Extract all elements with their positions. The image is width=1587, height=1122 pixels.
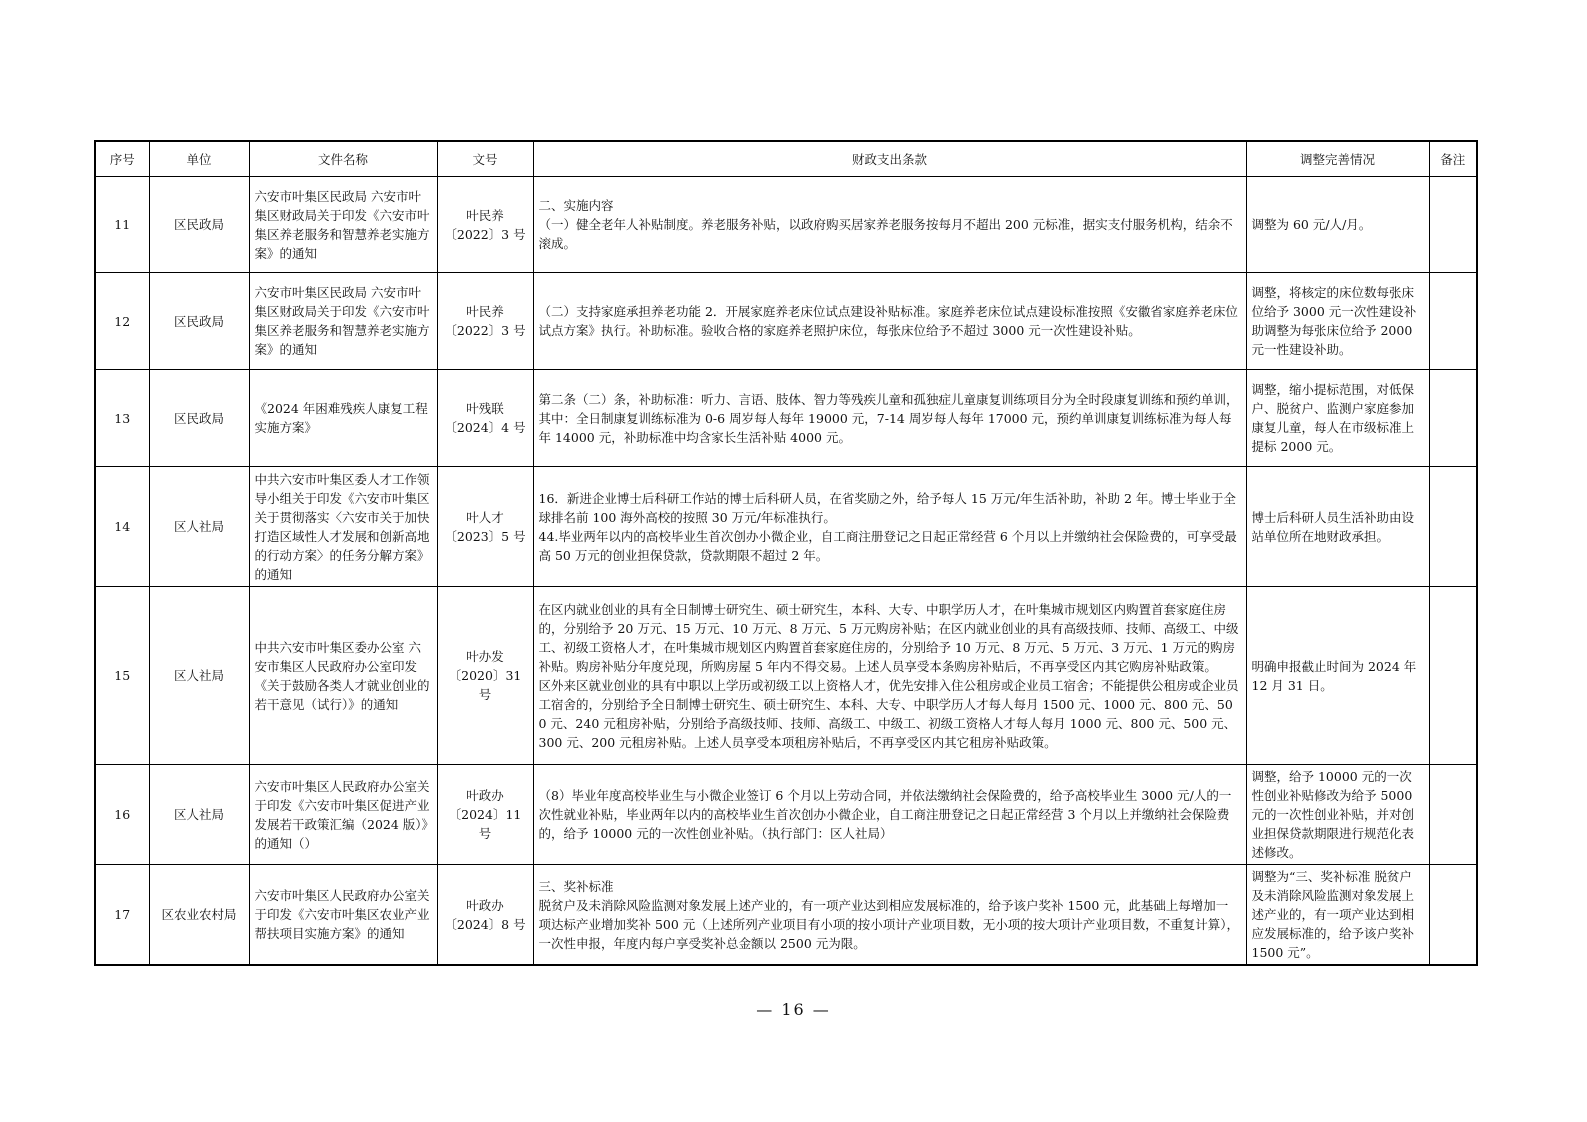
row-adjustment: 调整，缩小提标范围，对低保户、脱贫户、监测户家庭参加康复儿童，每人在市级标准上提标 2000 元。: [1246, 370, 1429, 467]
row-unit: 区人社局: [149, 765, 249, 865]
header-seq: 序号: [95, 141, 149, 177]
row-clause: [533, 865, 1246, 966]
table-header-row: [95, 141, 1477, 177]
header-remark: 备注: [1429, 141, 1477, 177]
row-unit: 区民政局: [149, 177, 249, 273]
clause-paragraph: （二）支持家庭承担养老功能 2．开展家庭养老床位试点建设补贴标准。家庭养老床位试点建设标准按照《安徽省家庭养老床位试点方案》执行。补助标准。验收合格的家庭养老照护床位，每张床位给予不超过 3000 元一次性建设补贴。: [538, 304, 1238, 338]
table-row: [95, 467, 1477, 587]
row-doc-name: 六安市叶集区民政局 六安市叶集区财政局关于印发《六安市叶集区养老服务和智慧养老实施方案》的通知: [249, 273, 437, 370]
clause-paragraph: 脱贫户及未消除风险监测对象发展上述产业的，有一项产业达到相应发展标准的，给予该户奖补 1500 元，此基础上每增加一项达标产业增加奖补 500 元（上述所列产业项目有小项的按小项计产业项目数，无小项的按大项计产业项目数，不重复计算），一次性申报，年度内每户享受奖补总金额以 2500 元为限。: [538, 897, 1240, 951]
row-clause: [533, 273, 1246, 370]
doc-no-line: 叶政办: [466, 897, 504, 913]
row-doc-no: [437, 467, 533, 587]
table-row: [95, 865, 1477, 966]
row-clause: [533, 467, 1246, 587]
row-adjustment: 调整为 60 元/人/月。: [1246, 177, 1429, 273]
clause-paragraph: 区外来区就业创业的具有中职以上学历或初级工以上资格人才，优先安排入住公租房或企业员工宿舍；不能提供公租房或企业员工宿舍的，分别给予全日制博士研究生、硕士研究生、本科、大专、中职学历人才每人每月 1500 元、1000 元、800 元、500 元、240 元租房补贴，分别给予高级技师、技师、高级工、中级工、初级工资格人才每人每月 1000 元、800 元、500 元、300 元、200 元租房补贴。上述人员享受本项租房补贴后，不再享受区内其它租房补贴政策。: [538, 677, 1239, 750]
row-unit: 区人社局: [149, 587, 249, 765]
row-doc-no: [437, 587, 533, 765]
header-doc-name: 文件名称: [249, 141, 437, 177]
table-row: [95, 273, 1477, 370]
policy-table: [94, 140, 1478, 966]
doc-no-line: 〔2022〕3 号: [444, 323, 526, 338]
row-doc-name: 六安市叶集区人民政府办公室关于印发《六安市叶集区农业产业帮扶项目实施方案》的通知: [249, 865, 437, 966]
row-seq: 12: [95, 273, 149, 370]
clause-paragraph: 16．新进企业博士后科研工作站的博士后科研人员，在省奖励之外，给予每人 15 万元/年生活补助，补助 2 年。博士毕业于全球排名前 100 海外高校的按照 30 万元/年标准执行。: [538, 490, 1236, 525]
row-doc-no: [437, 177, 533, 273]
row-adjustment: 调整为“三、奖补标准 脱贫户及未消除风险监测对象发展上述产业的，有一项产业达到相应发展标准的，给予该户奖补 1500 元”。: [1246, 865, 1429, 966]
row-doc-no: [437, 865, 533, 966]
row-remark: [1429, 370, 1477, 467]
table-row: [95, 765, 1477, 865]
row-doc-name: 中共六安市叶集区委人才工作领导小组关于印发《六安市叶集区关于贯彻落实〈六安市关于加快打造区域性人才发展和创新高地的行动方案〉的任务分解方案》的通知: [249, 467, 437, 587]
table-row: [95, 370, 1477, 467]
doc-no-line: 〔2020〕31 号: [448, 668, 522, 702]
row-unit: 区民政局: [149, 273, 249, 370]
row-clause: [533, 177, 1246, 273]
page-number: — 16 —: [756, 1000, 831, 1019]
header-doc-no: 文号: [437, 141, 533, 177]
row-unit: 区人社局: [149, 467, 249, 587]
row-remark: [1429, 587, 1477, 765]
header-clause: 财政支出条款: [533, 141, 1246, 177]
clause-paragraph: 三、奖补标准: [538, 878, 614, 894]
doc-no-line: 〔2024〕11 号: [448, 807, 522, 841]
row-doc-no: [437, 273, 533, 370]
row-seq: 17: [95, 865, 149, 966]
doc-no-line: 〔2023〕5 号: [444, 528, 526, 544]
row-remark: [1429, 177, 1477, 273]
row-seq: 14: [95, 467, 149, 587]
doc-no-line: 叶政办: [466, 788, 504, 803]
row-doc-name: 六安市叶集区民政局 六安市叶集区财政局关于印发《六安市叶集区养老服务和智慧养老实施方案》的通知: [249, 177, 437, 273]
clause-paragraph: 二、实施内容: [538, 198, 614, 213]
header-adjustment: 调整完善情况: [1246, 141, 1429, 177]
doc-no-line: 〔2022〕3 号: [444, 226, 526, 242]
row-doc-no: [437, 765, 533, 865]
doc-no-line: 〔2024〕4 号: [444, 420, 526, 435]
row-doc-name: 中共六安市叶集区委办公室 六安市集区人民政府办公室印发《关于鼓励各类人才就业创业的若干意见（试行）》的通知: [249, 587, 437, 765]
clause-paragraph: 第二条（二）条，补助标准：听力、言语、肢体、智力等残疾儿童和孤独症儿童康复训练项目分为全时段康复训练和预约单训，其中：全日制康复训练标准为 0-6 周岁每人每年 19000 元，7-14 周岁每人每年 17000 元，预约单训康复训练标准为每人每年 14000 元，补助标准中均含家长生活补贴 4000 元。: [538, 391, 1239, 445]
row-clause: [533, 370, 1246, 467]
row-unit: 区民政局: [149, 370, 249, 467]
row-doc-no: [437, 370, 533, 467]
doc-no-line: 叶民养: [466, 207, 504, 223]
row-doc-name: 《2024 年困难残疾人康复工程实施方案》: [249, 370, 437, 467]
row-seq: 11: [95, 177, 149, 273]
row-adjustment: 调整，将核定的床位数每张床位给予 3000 元一次性建设补助调整为每张床位给予 2000 元一性建设补助。: [1246, 273, 1429, 370]
row-seq: 16: [95, 765, 149, 865]
row-remark: [1429, 865, 1477, 966]
row-clause: [533, 587, 1246, 765]
doc-no-line: 叶民养: [466, 304, 504, 319]
clause-paragraph: 在区内就业创业的具有全日制博士研究生、硕士研究生，本科、大专、中职学历人才，在叶集城市规划区内购置首套家庭住房的，分别给予 20 万元、15 万元、10 万元、8 万元、5 万元购房补贴；在区内就业创业的具有高级技师、技师、高级工、中级工、初级工资格人才，在叶集城市规划区内购置首套家庭住房的，分别给予 10 万元、8 万元、5 万元、3 万元、1 万元的购房补贴。购房补贴分年度兑现，所购房屋 5 年内不得交易。上述人员享受本条购房补贴后，不再享受区内其它购房补贴政策。: [538, 601, 1239, 674]
row-unit: 区农业农村局: [149, 865, 249, 966]
clause-paragraph: （8）毕业年度高校毕业生与小微企业签订 6 个月以上劳动合同，并依法缴纳社会保险费的，给予高校毕业生 3000 元/人的一次性就业补贴，毕业两年以内的高校毕业生首次创办小微企业，自工商注册登记之日起正常经营 3 个月以上并缴纳社会保险费的，给予 10000 元的一次性创业补贴。（执行部门：区人社局）: [538, 788, 1232, 841]
clause-paragraph: （一）健全老年人补贴制度。养老服务补贴，以政府购买居家养老服务按每月不超出 200 元标准，据实支付服务机构，结余不滚成。: [538, 217, 1233, 251]
row-seq: 13: [95, 370, 149, 467]
row-remark: [1429, 467, 1477, 587]
row-adjustment: 博士后科研人员生活补助由设站单位所在地财政承担。: [1246, 467, 1429, 587]
row-remark: [1429, 765, 1477, 865]
row-clause: [533, 765, 1246, 865]
doc-no-line: 〔2024〕8 号: [444, 916, 526, 932]
row-remark: [1429, 273, 1477, 370]
row-adjustment: 调整，给予 10000 元的一次性创业补贴修改为给予 5000 元的一次性创业补贴，并对创业担保贷款期限进行规范化表述修改。: [1246, 765, 1429, 865]
table-row: [95, 587, 1477, 765]
header-unit: 单位: [149, 141, 249, 177]
row-doc-name: 六安市叶集区人民政府办公室关于印发《六安市叶集区促进产业发展若干政策汇编（2024 版）》的通知（）: [249, 765, 437, 865]
row-seq: 15: [95, 587, 149, 765]
doc-no-line: 叶残联: [466, 401, 504, 416]
table-row: [95, 177, 1477, 273]
clause-paragraph: 44.毕业两年以内的高校毕业生首次创办小微企业，自工商注册登记之日起正常经营 6 个月以上并缴纳社会保险费的，可享受最高 50 万元的创业担保贷款，贷款期限不超过 2 年。: [538, 528, 1237, 563]
row-adjustment: 明确申报截止时间为 2024 年 12 月 31 日。: [1246, 587, 1429, 765]
doc-no-line: 叶人才: [466, 509, 504, 525]
doc-no-line: 叶办发: [466, 649, 504, 664]
